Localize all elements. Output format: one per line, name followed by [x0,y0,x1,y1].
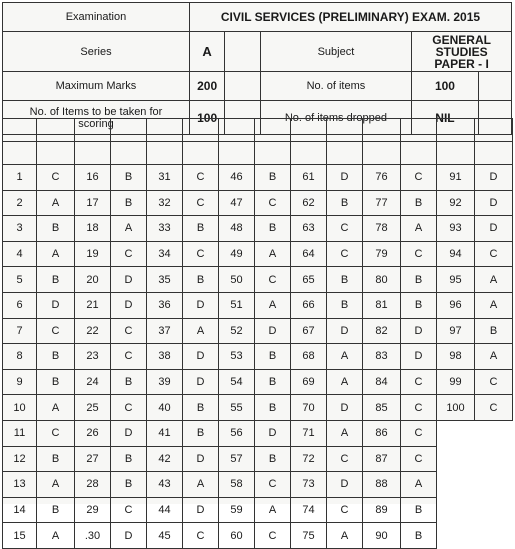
answer-cell: A [401,216,437,242]
answer-cell: A [401,472,437,498]
question-number-cell: 46 [219,165,255,191]
answer-cell: A [255,292,291,318]
answer-cell: C [327,497,363,523]
question-number-cell: 82 [363,318,401,344]
subject-value [412,32,512,72]
answer-cell: C [401,165,437,191]
answer-cell: C [401,446,437,472]
question-number-cell: 72 [291,446,327,472]
question-number-cell: 43 [147,472,183,498]
answer-cell: A [327,369,363,395]
answer-cell: C [111,318,147,344]
answer-cell: C [183,190,219,216]
question-number-cell: 68 [291,344,327,370]
question-number-cell: 86 [363,420,401,446]
answer-cell: D [183,344,219,370]
answer-cell [475,472,513,498]
answer-cell: B [37,369,75,395]
answer-cell: C [327,241,363,267]
question-number-cell: 25 [75,395,111,421]
answer-cell: B [183,267,219,293]
question-number-cell: 81 [363,292,401,318]
answer-cell: C [401,420,437,446]
question-number-cell: 69 [291,369,327,395]
answer-cell: A [475,344,513,370]
table-row [3,472,513,498]
answer-cell: D [183,446,219,472]
question-number-cell [437,497,475,523]
table-row [3,241,513,267]
question-number-cell: 58 [219,472,255,498]
question-number-cell: 95 [437,267,475,293]
answer-cell: D [327,472,363,498]
question-number-cell: 3 [3,216,37,242]
max-marks-label: Maximum Marks [3,72,190,101]
question-number-cell: 49 [219,241,255,267]
answer-cell: D [183,369,219,395]
answer-cell: D [327,165,363,191]
subject-value-line2: PAPER - I [434,56,489,71]
answer-cell: B [37,216,75,242]
question-number-cell: 24 [75,369,111,395]
answer-cell: A [37,190,75,216]
question-number-cell: 40 [147,395,183,421]
answer-cell: A [475,267,513,293]
dropped-label: No. of items dropped [260,101,412,135]
table-row [3,395,513,421]
answer-cell: D [111,267,147,293]
answer-cell: B [111,165,147,191]
subject-label: Subject [260,32,412,72]
question-number-cell: 48 [219,216,255,242]
blank-row [3,119,513,142]
question-number-cell: 19 [75,241,111,267]
answer-cell: B [255,446,291,472]
table-row [3,190,513,216]
answer-cell: C [255,267,291,293]
blank-cell [225,72,260,101]
answer-cell: B [37,267,75,293]
scoring-value: 100 [189,101,224,135]
question-number-cell: 75 [291,523,327,549]
table-row [3,344,513,370]
question-number-cell: 15 [3,523,37,549]
question-number-cell: 73 [291,472,327,498]
table-row [3,216,513,242]
question-number-cell: 42 [147,446,183,472]
question-number-cell: 26 [75,420,111,446]
answer-cell: A [255,241,291,267]
answer-cell: A [327,523,363,549]
question-number-cell: 45 [147,523,183,549]
table-row [3,369,513,395]
blank-cell [478,72,511,101]
answer-cell: C [37,318,75,344]
scoring-label-line2: scoring [78,117,114,130]
question-number-cell: 18 [75,216,111,242]
question-number-cell: 35 [147,267,183,293]
answer-cell: A [183,472,219,498]
question-number-cell: 85 [363,395,401,421]
answer-cell: B [37,344,75,370]
answer-cell: B [183,216,219,242]
question-number-cell: 20 [75,267,111,293]
answer-cell: B [401,267,437,293]
answer-cell: C [255,190,291,216]
question-number-cell: 36 [147,292,183,318]
answer-cell: D [111,292,147,318]
question-number-cell: 100 [437,395,475,421]
question-number-cell: 47 [219,190,255,216]
question-number-cell: 70 [291,395,327,421]
question-number-cell: 7 [3,318,37,344]
question-number-cell: 28 [75,472,111,498]
question-number-cell: 44 [147,497,183,523]
question-number-cell: 83 [363,344,401,370]
question-number-cell: 64 [291,241,327,267]
answer-cell: D [401,318,437,344]
answer-cell: C [111,241,147,267]
question-number-cell: 1 [3,165,37,191]
table-row [3,497,513,523]
answer-cell: A [183,318,219,344]
scoring-label-line1: No. of Items to be taken for [29,105,163,118]
answer-cell: A [111,216,147,242]
answer-cell: C [111,497,147,523]
question-number-cell: 54 [219,369,255,395]
question-number-cell: 89 [363,497,401,523]
exam-title: CIVIL SERVICES (PRELIMINARY) EXAM. 2015 [189,3,511,32]
table-row [3,420,513,446]
question-number-cell: 61 [291,165,327,191]
answer-cell: C [111,395,147,421]
question-number-cell: 55 [219,395,255,421]
question-number-cell: 41 [147,420,183,446]
question-number-cell: 78 [363,216,401,242]
question-number-cell [437,446,475,472]
question-number-cell: 22 [75,318,111,344]
answer-cell: B [183,420,219,446]
dropped-value: NIL [412,101,478,135]
answer-cell: C [183,523,219,549]
series-value: A [189,32,224,72]
answer-cell: B [255,216,291,242]
series-label: Series [3,32,190,72]
subject-value-line1: GENERAL STUDIES [432,32,491,59]
answer-cell: C [111,344,147,370]
question-number-cell [437,523,475,549]
question-number-cell: 38 [147,344,183,370]
question-number-cell: 96 [437,292,475,318]
answer-cell: B [255,165,291,191]
question-number-cell: 57 [219,446,255,472]
question-number-cell: 16 [75,165,111,191]
answer-key-body [3,119,513,549]
answer-cell: D [183,292,219,318]
question-number-cell: 92 [437,190,475,216]
answer-cell: A [327,344,363,370]
answer-cell: A [37,523,75,549]
question-number-cell: 2 [3,190,37,216]
answer-cell: D [111,420,147,446]
answer-cell: C [401,369,437,395]
question-number-cell: 93 [437,216,475,242]
answer-cell: B [401,190,437,216]
answer-cell [475,523,513,549]
answer-cell: B [327,190,363,216]
question-number-cell: 10 [3,395,37,421]
answer-cell: C [255,472,291,498]
question-number-cell: 94 [437,241,475,267]
answer-cell: B [255,344,291,370]
table-row [3,318,513,344]
items-label: No. of items [260,72,412,101]
question-number-cell: 88 [363,472,401,498]
blank-cell [225,32,260,72]
question-number-cell: 52 [219,318,255,344]
question-number-cell: 91 [437,165,475,191]
answer-cell: D [475,190,513,216]
answer-cell: C [37,165,75,191]
question-number-cell: 37 [147,318,183,344]
question-number-cell: 32 [147,190,183,216]
answer-cell: C [255,523,291,549]
answer-cell: B [255,395,291,421]
table-row [3,446,513,472]
question-number-cell: 14 [3,497,37,523]
answer-cell: C [401,395,437,421]
question-number-cell: 4 [3,241,37,267]
question-number-cell: 50 [219,267,255,293]
answer-cell: B [111,190,147,216]
question-number-cell: 33 [147,216,183,242]
answer-cell: A [37,472,75,498]
answer-cell: B [111,472,147,498]
question-number-cell: 23 [75,344,111,370]
answer-cell: B [111,446,147,472]
answer-cell: C [37,420,75,446]
question-number-cell: 76 [363,165,401,191]
question-number-cell: 80 [363,267,401,293]
answer-cell: D [255,318,291,344]
question-number-cell: 71 [291,420,327,446]
question-number-cell: 59 [219,497,255,523]
question-number-cell: 77 [363,190,401,216]
answer-cell [475,446,513,472]
question-number-cell: 90 [363,523,401,549]
exam-header-table [2,2,512,135]
table-row [3,523,513,549]
answer-cell [475,420,513,446]
answer-cell: B [255,369,291,395]
items-value: 100 [412,72,478,101]
answer-cell: D [327,395,363,421]
table-row [3,292,513,318]
table-row [3,165,513,191]
answer-cell: B [401,497,437,523]
question-number-cell: 65 [291,267,327,293]
answer-cell: A [37,395,75,421]
question-number-cell: 79 [363,241,401,267]
answer-cell: B [183,395,219,421]
table-row [3,267,513,293]
answer-cell: C [401,241,437,267]
answer-cell: B [401,292,437,318]
question-number-cell: 99 [437,369,475,395]
question-number-cell: 39 [147,369,183,395]
question-number-cell: 53 [219,344,255,370]
answer-key-table [2,118,513,549]
question-number-cell [437,420,475,446]
question-number-cell: 9 [3,369,37,395]
answer-cell: D [401,344,437,370]
question-number-cell: 5 [3,267,37,293]
question-number-cell: 29 [75,497,111,523]
answer-cell: C [327,216,363,242]
question-number-cell: 51 [219,292,255,318]
answer-cell: D [111,523,147,549]
answer-cell: C [475,241,513,267]
question-number-cell: 63 [291,216,327,242]
answer-cell: A [37,241,75,267]
question-number-cell: 31 [147,165,183,191]
question-number-cell: 17 [75,190,111,216]
answer-cell: A [255,497,291,523]
question-number-cell: 98 [437,344,475,370]
question-number-cell: 87 [363,446,401,472]
question-number-cell: 62 [291,190,327,216]
examination-label: Examination [3,3,190,32]
blank-row [3,142,513,165]
question-number-cell [437,472,475,498]
question-number-cell: .30 [75,523,111,549]
answer-cell: B [37,497,75,523]
answer-cell: D [183,497,219,523]
answer-cell: C [475,369,513,395]
question-number-cell: 97 [437,318,475,344]
answer-cell: D [475,165,513,191]
answer-cell: A [327,420,363,446]
answer-cell: B [401,523,437,549]
answer-cell: D [255,420,291,446]
question-number-cell: 60 [219,523,255,549]
answer-key-sheet [2,2,512,542]
answer-cell: B [327,292,363,318]
question-number-cell: 84 [363,369,401,395]
question-number-cell: 74 [291,497,327,523]
answer-cell: C [183,241,219,267]
question-number-cell: 34 [147,241,183,267]
question-number-cell: 11 [3,420,37,446]
answer-cell: D [475,216,513,242]
answer-cell: C [475,395,513,421]
question-number-cell: 21 [75,292,111,318]
answer-cell [475,497,513,523]
answer-cell: A [475,292,513,318]
question-number-cell: 56 [219,420,255,446]
question-number-cell: 66 [291,292,327,318]
question-number-cell: 13 [3,472,37,498]
answer-cell: B [327,267,363,293]
answer-cell: D [327,318,363,344]
question-number-cell: 67 [291,318,327,344]
answer-cell: B [475,318,513,344]
question-number-cell: 12 [3,446,37,472]
answer-cell: C [183,165,219,191]
answer-cell: D [37,292,75,318]
question-number-cell: 8 [3,344,37,370]
answer-cell: B [37,446,75,472]
question-number-cell: 6 [3,292,37,318]
max-marks-value: 200 [189,72,224,101]
question-number-cell: 27 [75,446,111,472]
answer-cell: C [327,446,363,472]
answer-cell: B [111,369,147,395]
